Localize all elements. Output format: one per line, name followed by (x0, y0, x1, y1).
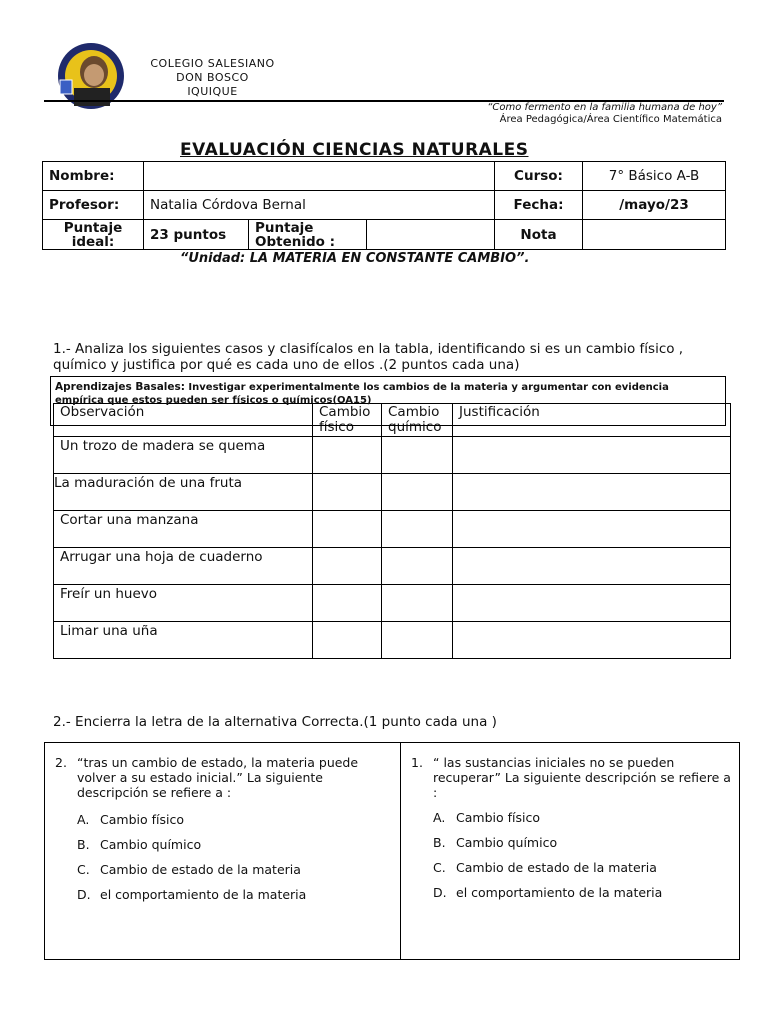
option-letter: C. (433, 860, 446, 875)
fecha-label: Fecha: (495, 191, 583, 220)
cambio-fisico-cell[interactable] (313, 548, 382, 585)
cambio-quimico-cell[interactable] (382, 585, 453, 622)
cambio-fisico-cell[interactable] (313, 622, 382, 659)
classification-table (53, 403, 731, 659)
option-text: Cambio químico (100, 837, 202, 852)
academic-area: Área Pedagógica/Área Científico Matemática (499, 114, 722, 125)
observation-cell: Limar una uña (54, 622, 313, 659)
question-text: “tras un cambio de estado, la materia puede volver a su estado inicial.” La siguiente descripción se refiere a : (77, 755, 359, 800)
nota-field[interactable] (583, 220, 726, 250)
question-right (411, 755, 731, 910)
school-line-3: IQUIQUE (187, 85, 238, 98)
cambio-fisico-cell[interactable] (313, 511, 382, 548)
learning-objectives-box (50, 376, 726, 426)
justificacion-cell[interactable] (453, 511, 731, 548)
unit-title: “Unidad: LA MATERIA EN CONSTANTE CAMBIO”. (180, 251, 530, 266)
option-c[interactable] (433, 860, 731, 885)
observation-cell: Arrugar una hoja de cuaderno (54, 548, 313, 585)
observation-cell: Cortar una manzana (54, 511, 313, 548)
option-d[interactable] (77, 887, 385, 912)
option-letter: D. (77, 887, 91, 902)
curso-label: Curso: (495, 162, 583, 191)
school-name (130, 57, 295, 99)
observation-cell: La maduración de una fruta (54, 474, 313, 511)
cambio-fisico-cell[interactable] (313, 474, 382, 511)
puntaje-obtenido-field[interactable] (367, 220, 495, 250)
option-text: Cambio físico (456, 810, 540, 825)
option-a[interactable] (77, 812, 385, 837)
question-text: “ las sustancias iniciales no se pueden recuperar” La siguiente descripción se refiere a : (433, 755, 731, 800)
curso-field[interactable]: 7° Básico A-B (583, 162, 726, 191)
cambio-quimico-cell[interactable] (382, 622, 453, 659)
profesor-label: Profesor: (43, 191, 144, 220)
nombre-label: Nombre: (43, 162, 144, 191)
option-letter: A. (77, 812, 90, 827)
school-line-2: DON BOSCO (176, 71, 249, 84)
option-text: Cambio de estado de la materia (456, 860, 657, 875)
puntaje-obtenido-label: Puntaje Obtenido : (249, 220, 367, 250)
justificacion-cell[interactable] (453, 585, 731, 622)
option-letter: A. (433, 810, 446, 825)
question-1-prompt: 1.- Analiza los siguientes casos y clasifícalos en la tabla, identificando si es un cambio físico , químico y justifica por qué es cada uno de ellos .(2 puntos cada una) (53, 341, 684, 373)
question-number: 1. (411, 755, 423, 770)
option-d[interactable] (433, 885, 731, 910)
question-number: 2. (55, 755, 67, 770)
header-justificacion: Justificación (453, 404, 731, 437)
cambio-fisico-cell[interactable] (313, 437, 382, 474)
cambio-fisico-cell[interactable] (313, 585, 382, 622)
multiple-choice-box (44, 742, 740, 960)
observation-cell: Freír un huevo (54, 585, 313, 622)
option-b[interactable] (433, 835, 731, 860)
option-b[interactable] (77, 837, 385, 862)
justificacion-cell[interactable] (453, 437, 731, 474)
cambio-quimico-cell[interactable] (382, 474, 453, 511)
observation-cell: Un trozo de madera se quema (54, 437, 313, 474)
option-text: Cambio de estado de la materia (100, 862, 301, 877)
school-motto: “Como fermento en la familia humana de hoy” (487, 102, 722, 113)
nota-label: Nota (495, 220, 583, 250)
option-text: el comportamiento de la materia (456, 885, 663, 900)
option-text: Cambio químico (456, 835, 558, 850)
option-letter: B. (77, 837, 90, 852)
puntaje-ideal-label: Puntaje ideal: (43, 220, 144, 250)
question-2-prompt: 2.- Encierra la letra de la alternativa Correcta.(1 punto cada una ) (53, 714, 497, 730)
option-text: el comportamiento de la materia (100, 887, 307, 902)
nombre-field[interactable] (144, 162, 495, 191)
option-letter: B. (433, 835, 446, 850)
profesor-field[interactable]: Natalia Córdova Bernal (144, 191, 495, 220)
justificacion-cell[interactable] (453, 622, 731, 659)
student-info-table (42, 161, 726, 250)
question-left (55, 755, 385, 912)
cambio-quimico-cell[interactable] (382, 548, 453, 585)
option-letter: D. (433, 885, 447, 900)
puntaje-ideal-field: 23 puntos (144, 220, 249, 250)
column-divider (400, 743, 401, 959)
cambio-quimico-cell[interactable] (382, 511, 453, 548)
option-c[interactable] (77, 862, 385, 887)
cambio-quimico-cell[interactable] (382, 437, 453, 474)
header-observacion: Observación (54, 404, 313, 437)
fecha-field[interactable]: /mayo/23 (583, 191, 726, 220)
justificacion-cell[interactable] (453, 548, 731, 585)
school-line-1: COLEGIO SALESIANO (150, 57, 275, 70)
basales-text: Investigar experimentalmente los cambios de la materia y argumentar con evidencia empírica que estos pueden ser físicos o químicos(OA15) (55, 382, 669, 406)
page-title: EVALUACIÓN CIENCIAS NATURALES (180, 140, 529, 160)
basales-label: Aprendizajes Basales: (55, 381, 185, 393)
justificacion-cell[interactable] (453, 474, 731, 511)
header-cambio-quimico: Cambio químico (382, 404, 453, 437)
header-cambio-fisico: Cambio físico (313, 404, 382, 437)
option-text: Cambio físico (100, 812, 184, 827)
option-letter: C. (77, 862, 90, 877)
option-a[interactable] (433, 810, 731, 835)
